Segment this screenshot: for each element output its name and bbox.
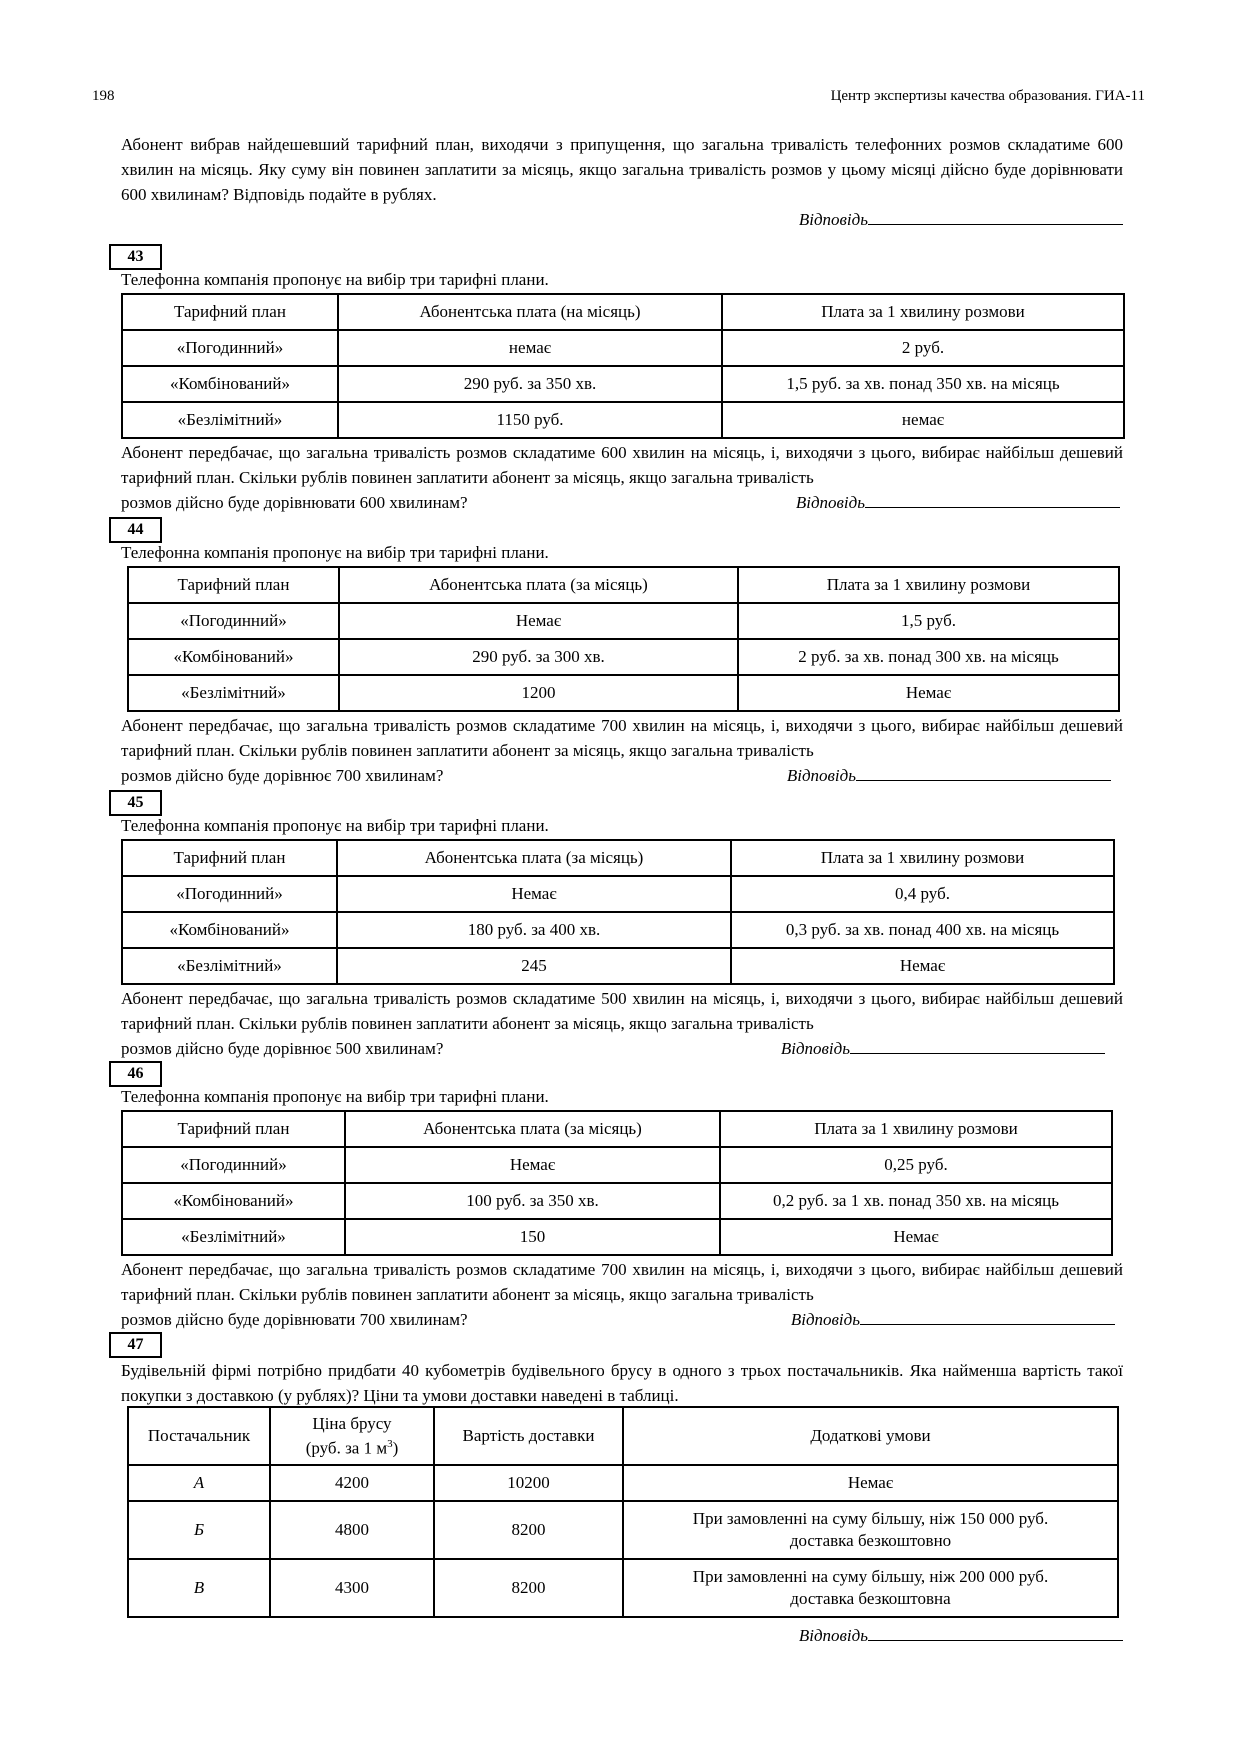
table-cell: 4200 — [270, 1465, 434, 1501]
table-cell: 0,2 руб. за 1 хв. понад 350 хв. на місяць — [720, 1183, 1112, 1219]
table-row — [128, 675, 1119, 711]
table-cell: 290 руб. за 300 хв. — [339, 639, 738, 675]
table-cell: «Безлімітний» — [122, 402, 338, 438]
table-cell: 150 — [345, 1219, 720, 1255]
price-header-line1: Ціна брусу — [312, 1413, 392, 1433]
question-last-line: розмов дійсно буде дорівнювати 600 хвилинам? — [121, 493, 468, 512]
table-row — [122, 1147, 1112, 1183]
table-row — [122, 330, 1124, 366]
table-cell: А — [128, 1465, 270, 1501]
table-header-cell: Тарифний план — [122, 294, 338, 330]
answer-line[interactable] — [850, 1037, 1105, 1054]
table-cell: Немає — [345, 1147, 720, 1183]
table-header-cell: Абонентська плата (за місяць) — [337, 840, 731, 876]
table-cell: 2 руб. — [722, 330, 1124, 366]
intro-paragraph: Абонент вибрав найдешевший тарифний план, виходячи з припущення, що загальна тривалість телефонних розмов складатиме 600 хвилин на місяць. Яку суму він повинен заплатити за місяць, якщо загальна тривалість розмов у цьому місяці дійсно буде дорівнювати 600 хвилинам? Відповідь подайте в рублях. — [121, 135, 1123, 204]
table-cell: 2 руб. за хв. понад 300 хв. на місяць — [738, 639, 1119, 675]
question-text: Абонент передбачає, що загальна тривалість розмов складатиме 500 хвилин на місяць, і, виходячи з цього, вибирає найбільш дешевий тарифний план. Скільки рублів повинен заплатити абонент за місяць, якщо загальна тривалість — [121, 989, 1123, 1033]
answer-line[interactable] — [856, 764, 1111, 781]
table-row — [122, 1183, 1112, 1219]
answer-line[interactable] — [860, 1308, 1115, 1325]
question-text: Абонент передбачає, що загальна тривалість розмов складатиме 700 хвилин на місяць, і, виходячи з цього, вибирає найбільш дешевий тарифний план. Скільки рублів повинен заплатити абонент за місяць, якщо загальна тривалість — [121, 1260, 1123, 1304]
table-header-row — [128, 1407, 1118, 1465]
price-header-line2: (руб. за 1 м — [305, 1438, 388, 1458]
problem-number-43: 43 — [109, 244, 162, 270]
table-row — [128, 1501, 1118, 1559]
answer-label: Відповідь — [795, 493, 865, 512]
problem-44-question — [121, 713, 1123, 788]
table-cell: немає — [722, 402, 1124, 438]
page-number: 198 — [92, 88, 115, 104]
table-cell: Немає — [339, 603, 738, 639]
tariff-table-46 — [121, 1110, 1113, 1256]
table-cell: Немає — [720, 1219, 1112, 1255]
table-header-cell: Абонентська плата (за місяць) — [339, 567, 738, 603]
problem-number-46: 46 — [109, 1061, 162, 1087]
problem-43-question — [121, 440, 1123, 515]
table-row — [122, 1219, 1112, 1255]
problem-45-intro: Телефонна компанія пропонує на вибір три тарифні плани. — [121, 816, 549, 835]
table-cell: 1,5 руб. — [738, 603, 1119, 639]
table-cell: 245 — [337, 948, 731, 984]
table-cell: 290 руб. за 350 хв. — [338, 366, 722, 402]
table-header-cell: Вартість доставки — [434, 1407, 623, 1465]
table-cell: 100 руб. за 350 хв. — [345, 1183, 720, 1219]
table-row — [128, 1559, 1118, 1617]
answer-label: Відповідь — [798, 1626, 868, 1645]
answer-line[interactable] — [868, 1624, 1123, 1641]
condition-line1: При замовленні на суму більшу, ніж 150 000 руб. — [692, 1509, 1049, 1528]
table-cell: 4800 — [270, 1501, 434, 1559]
tariff-table-45 — [121, 839, 1115, 985]
table-row — [122, 366, 1124, 402]
table-header-cell: Тарифний план — [128, 567, 339, 603]
problem-number-45: 45 — [109, 790, 162, 816]
table-cell: «Безлімітний» — [122, 948, 337, 984]
table-cell: Немає — [337, 876, 731, 912]
problem-46-question — [121, 1257, 1123, 1332]
table-header-cell: Додаткові умови — [623, 1407, 1118, 1465]
table-cell — [623, 1559, 1118, 1617]
table-cell: «Безлімітний» — [128, 675, 339, 711]
table-cell: 1,5 руб. за хв. понад 350 хв. на місяць — [722, 366, 1124, 402]
condition-line2: доставка безкоштовна — [790, 1589, 951, 1608]
table-row — [122, 876, 1114, 912]
table-cell: «Комбінований» — [122, 366, 338, 402]
page-header-source: Центр экспертизы качества образования. ГИА-11 — [830, 88, 1145, 104]
answer-label: Відповідь — [780, 1039, 850, 1058]
table-cell: 10200 — [434, 1465, 623, 1501]
intro-answer — [799, 208, 1123, 230]
condition-line1: При замовленні на суму більшу, ніж 200 000 руб. — [692, 1567, 1049, 1586]
question-text: Абонент передбачає, що загальна тривалість розмов складатиме 600 хвилин на місяць, і, виходячи з цього, вибирає найбільш дешевий тарифний план. Скільки рублів повинен заплатити абонент за місяць, якщо загальна тривалість — [121, 443, 1123, 487]
table-cell: 0,4 руб. — [731, 876, 1114, 912]
table-row — [128, 603, 1119, 639]
table-row — [122, 402, 1124, 438]
table-cell: «Комбінований» — [122, 912, 337, 948]
table-cell: 8200 — [434, 1559, 623, 1617]
tariff-table-44 — [127, 566, 1120, 712]
table-cell: Б — [128, 1501, 270, 1559]
table-cell: «Погодинний» — [122, 876, 337, 912]
problem-46-intro: Телефонна компанія пропонує на вибір три тарифні плани. — [121, 1087, 549, 1106]
table-header-row — [128, 567, 1119, 603]
table-header-cell: Постачальник — [128, 1407, 270, 1465]
question-last-line: розмов дійсно буде дорівнювати 700 хвилинам? — [121, 1310, 468, 1329]
price-header-sup: 3 — [387, 1437, 393, 1450]
answer-label: Відповідь — [790, 1310, 860, 1329]
answer-line[interactable] — [868, 208, 1123, 225]
table-cell: 1200 — [339, 675, 738, 711]
table-cell: немає — [338, 330, 722, 366]
table-cell: 180 руб. за 400 хв. — [337, 912, 731, 948]
table-row — [128, 1465, 1118, 1501]
table-header-cell: Плата за 1 хвилину розмови — [720, 1111, 1112, 1147]
table-header-cell: Тарифний план — [122, 1111, 345, 1147]
table-cell: Немає — [731, 948, 1114, 984]
table-cell: Немає — [623, 1465, 1118, 1501]
table-header-cell: Плата за 1 хвилину розмови — [722, 294, 1124, 330]
problem-number-47: 47 — [109, 1332, 162, 1358]
table-header-cell: Тарифний план — [122, 840, 337, 876]
table-cell: 4300 — [270, 1559, 434, 1617]
table-cell: В — [128, 1559, 270, 1617]
table-header-cell: Плата за 1 хвилину розмови — [738, 567, 1119, 603]
table-cell: 1150 руб. — [338, 402, 722, 438]
table-header-cell: Плата за 1 хвилину розмови — [731, 840, 1114, 876]
problem-number-44: 44 — [109, 517, 162, 543]
table-header-cell — [270, 1407, 434, 1465]
condition-line2: доставка безкоштовно — [789, 1531, 952, 1550]
problem-44-intro: Телефонна компанія пропонує на вибір три тарифні плани. — [121, 543, 549, 562]
table-cell: «Комбінований» — [122, 1183, 345, 1219]
problem-47-answer — [799, 1624, 1123, 1646]
table-cell: «Погодинний» — [122, 330, 338, 366]
question-last-line: розмов дійсно буде дорівнює 500 хвилинам? — [121, 1039, 444, 1058]
question-last-line: розмов дійсно буде дорівнює 700 хвилинам? — [121, 766, 444, 785]
table-header-row — [122, 840, 1114, 876]
table-cell: 0,25 руб. — [720, 1147, 1112, 1183]
answer-label: Відповідь — [786, 766, 856, 785]
price-header-close: ) — [392, 1438, 399, 1458]
table-header-row — [122, 294, 1124, 330]
problem-43-intro: Телефонна компанія пропонує на вибір три тарифні плани. — [121, 270, 549, 289]
table-row — [122, 912, 1114, 948]
table-header-row — [122, 1111, 1112, 1147]
table-row — [128, 639, 1119, 675]
table-header-cell: Абонентська плата (на місяць) — [338, 294, 722, 330]
table-cell: 8200 — [434, 1501, 623, 1559]
problem-45-question — [121, 986, 1123, 1061]
problem-47-text: Будівельній фірмі потрібно придбати 40 кубометрів будівельного брусу в одного з трьох постачальників. Яка найменша вартість такої покупки з доставкою (у рублях)? Ціни та умови доставки наведені в таблиці. — [121, 1361, 1123, 1405]
answer-line[interactable] — [865, 491, 1120, 508]
table-cell: Немає — [738, 675, 1119, 711]
table-cell: «Комбінований» — [128, 639, 339, 675]
table-cell: «Погодинний» — [128, 603, 339, 639]
table-cell: 0,3 руб. за хв. понад 400 хв. на місяць — [731, 912, 1114, 948]
table-cell: «Погодинний» — [122, 1147, 345, 1183]
table-row — [122, 948, 1114, 984]
answer-label: Відповідь — [798, 210, 868, 229]
question-text: Абонент передбачає, що загальна тривалість розмов складатиме 700 хвилин на місяць, і, виходячи з цього, вибирає найбільш дешевий тарифний план. Скільки рублів повинен заплатити абонент за місяць, якщо загальна тривалість — [121, 716, 1123, 760]
tariff-table-43 — [121, 293, 1125, 439]
table-cell: «Безлімітний» — [122, 1219, 345, 1255]
supplier-table-47 — [127, 1406, 1119, 1618]
table-header-cell: Абонентська плата (за місяць) — [345, 1111, 720, 1147]
table-cell — [623, 1501, 1118, 1559]
